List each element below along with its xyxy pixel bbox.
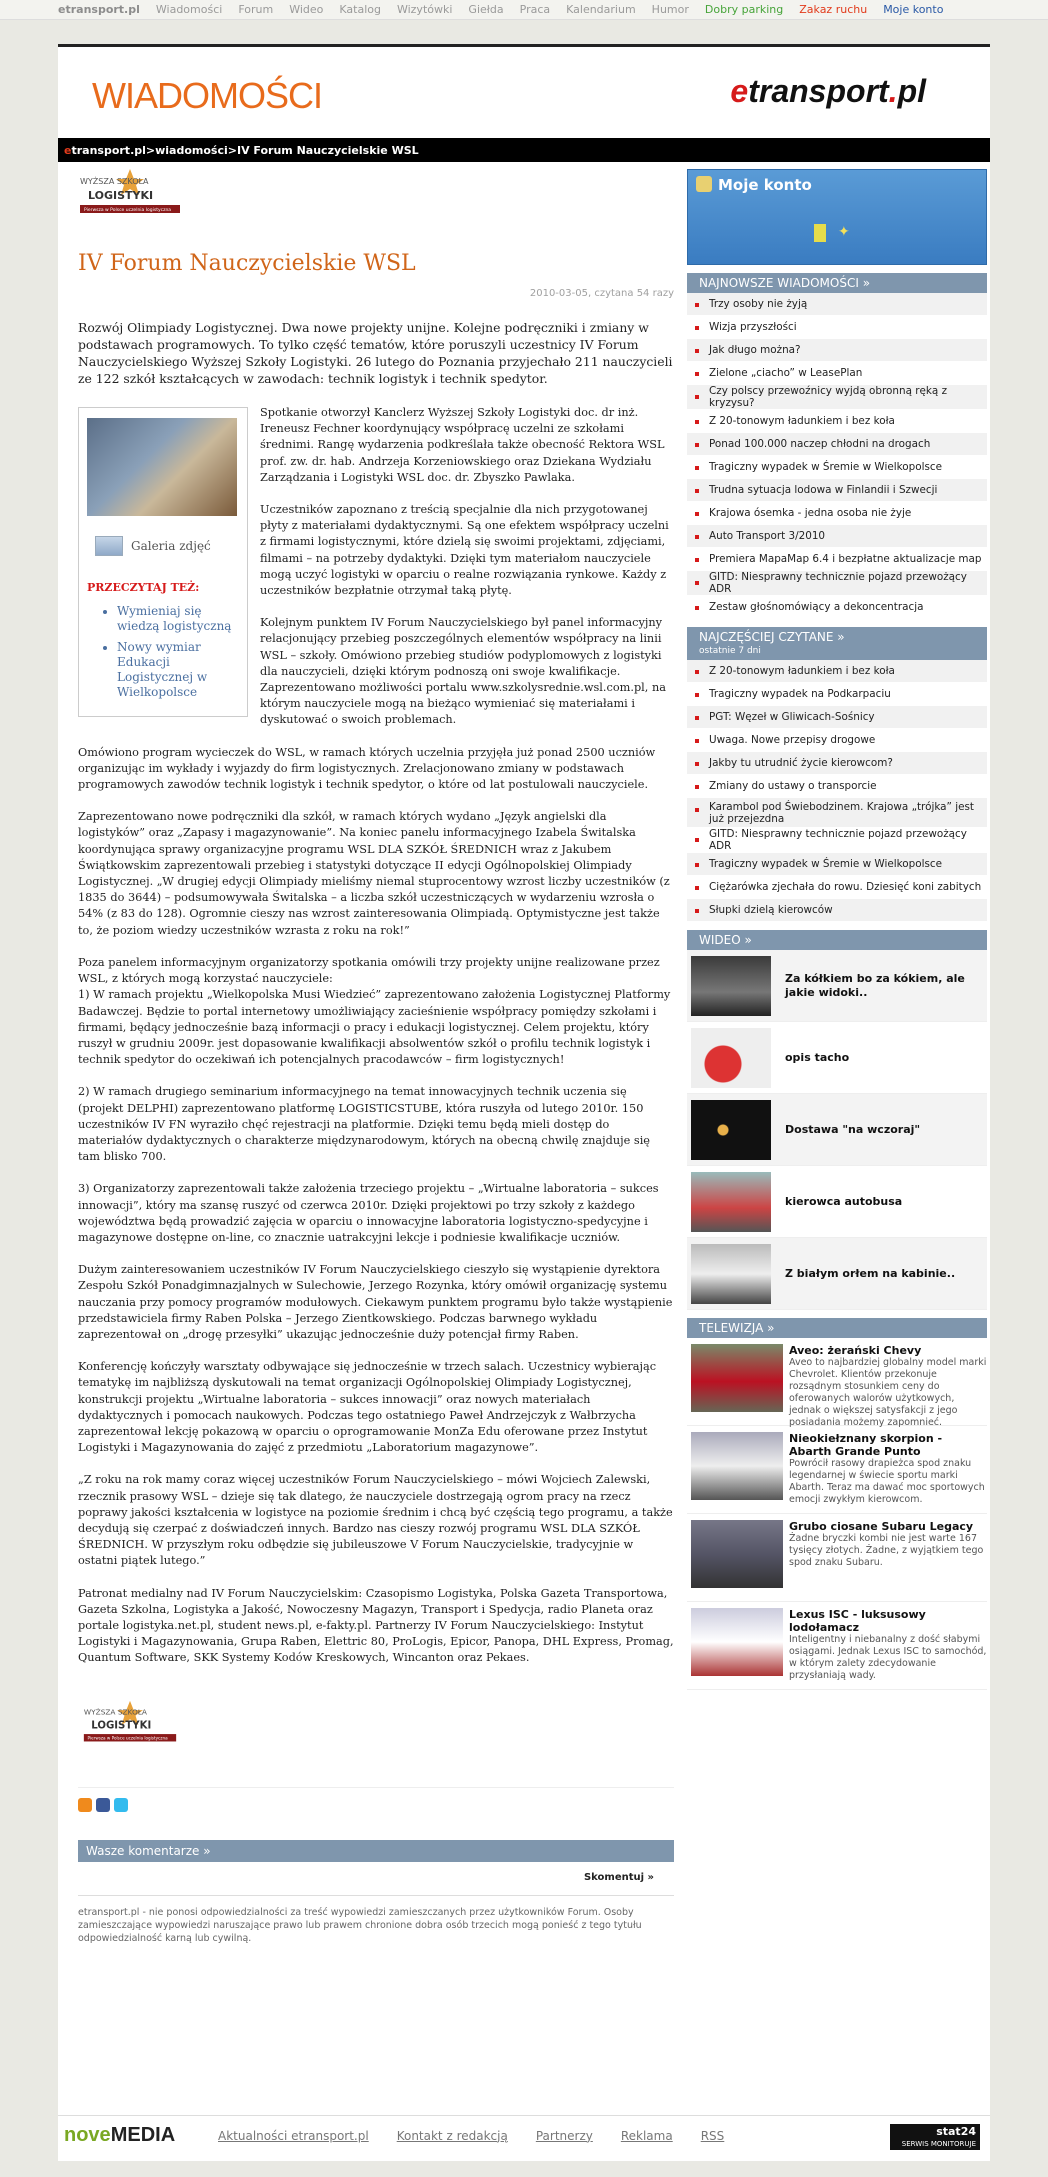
- comment-button[interactable]: Skomentuj »: [583, 1871, 654, 1883]
- sidebar: [687, 169, 987, 1690]
- svg-text:Pierwsza w Polsce uczelnia log: Pierwsza w Polsce uczelnia logistyczna: [87, 1735, 168, 1741]
- news-item[interactable]: Karambol pod Świebodzinem. Krajowa „trójka” jest już przejezdna: [687, 798, 987, 828]
- page-container: [58, 44, 990, 2161]
- news-item[interactable]: Premiera MapaMap 6.4 i bezpłatne aktualizacje map: [687, 548, 987, 571]
- latest-news-list: [687, 293, 987, 619]
- wsl-logo-footer: [78, 1699, 182, 1747]
- news-item[interactable]: Tragiczny wypadek w Śremie w Wielkopolsce: [687, 456, 987, 479]
- rss-share-icon[interactable]: [78, 1798, 92, 1812]
- nav-item-wizytowki[interactable]: Wizytówki: [396, 3, 453, 16]
- footer-link-rss[interactable]: RSS: [700, 2128, 725, 2143]
- footer-link-partnerzy[interactable]: Partnerzy: [535, 2128, 593, 2143]
- news-item[interactable]: Zielone „ciacho” w LeasePlan: [687, 362, 987, 385]
- article-photo[interactable]: [87, 418, 237, 516]
- most-read-header[interactable]: NAJCZĘŚCIEJ CZYTANE »: [687, 627, 987, 647]
- magic-wand-icon[interactable]: ✦: [838, 224, 850, 240]
- article-body: [78, 405, 674, 1667]
- share-icons: [78, 1787, 674, 1812]
- news-item[interactable]: Zmiany do ustawy o transporcie: [687, 775, 987, 798]
- news-item[interactable]: Tragiczny wypadek na Podkarpaciu: [687, 683, 987, 706]
- key-icon[interactable]: [814, 224, 826, 242]
- logo-tagline: Pierwsza w Polsce uczelnia logistyczna: [84, 208, 172, 213]
- nav-item-gielda[interactable]: Giełda: [468, 3, 504, 16]
- gallery-link[interactable]: Galeria zdjęć: [87, 536, 239, 556]
- page-footer: [58, 2115, 990, 2155]
- comments-header[interactable]: Wasze komentarze »: [78, 1840, 674, 1862]
- news-item[interactable]: Tragiczny wypadek w Śremie w Wielkopolsce: [687, 853, 987, 876]
- most-read-list: [687, 660, 987, 922]
- nav-item-wideo[interactable]: Wideo: [289, 3, 324, 16]
- read-also-link[interactable]: • Nowy wymiar Edukacji Logistycznej w Wielkopolsce: [117, 640, 239, 700]
- svg-text:LOGISTYKI: LOGISTYKI: [91, 1720, 152, 1732]
- article-title: IV Forum Nauczycielskie WSL: [78, 251, 416, 276]
- section-title: WIADOMOŚCI: [92, 75, 322, 116]
- article-paragraph: Dużym zainteresowaniem uczestników IV Forum Nauczycielskiego cieszyło się wystąpienie dyrektora Zespołu Szkół Ponadgimnazjalnych w Sulechowie, Jerzego Rozynka, który omówił organizację systemu nauczania przy pomocy programów modułowych. Ciekawym punktem programu było także wystąpienie przedstawiciela firmy Raben Polska – Jerzego Zientkowskiego. Podczas barwnego wykładu zaprezentował on „drogę przesyłki” ukazując jednocześnie duży potencjał firmy Raben.: [78, 1263, 673, 1341]
- facebook-share-icon[interactable]: [96, 1798, 110, 1812]
- my-account-title: Moje konto: [718, 176, 812, 194]
- news-item[interactable]: Zestaw głośnomówiący a dekoncentracja: [687, 596, 987, 619]
- article-paragraph: Patronat medialny nad IV Forum Nauczycielskim: Czasopismo Logistyka, Polska Gazeta Transportowa, Gazeta Szkolna, Logistyka a Jakość, Nowoczesny Magazyn, Transport i Spedycja, radio Planeta oraz portale logistyka.net.pl, student news.pl, e-fakty.pl. Partnerzy IV Forum Nauczycielskiego: Instytut Logistyki i Magazynowania, Grupa Raben, Elettric 80, ProLogis, Epicor, Panopa, DHL Express, Promag, Quantum Software, SKK Systemy Kodów Kreskowych, Wincanton oraz Pekaes.: [78, 1586, 674, 1665]
- nav-item-wiadomosci[interactable]: Wiadomości: [155, 3, 223, 16]
- nav-item-dobry-parking[interactable]: Dobry parking: [704, 3, 784, 16]
- logo-line-1: WYŻSZA SZKOŁA: [80, 177, 149, 186]
- video-list: [687, 950, 987, 1310]
- footer-link-reklama[interactable]: Reklama: [620, 2128, 673, 2143]
- news-item[interactable]: Jak długo można?: [687, 339, 987, 362]
- article-paragraph: Poza panelem informacyjnym organizatorzy spotkania omówili trzy projekty unijne realizowane przez WSL, z których mogą korzystać nauczyciele: 1) W ramach projektu „Wielkopolska Musi Wiedzieć” zaprezentowano założenia Logistycznej Platformy Badawczej. Będzie to portal internetowy umożliwiający zacieśnienie współpracy pomiędzy szkołami i firmami, będący jednocześnie bazą informacji o pracy i edukacji logistycznej. Celem projektu, który ruszył w grudniu 2009r. jest dopasowanie kwalifikacji absolwentów szkół o profilu technik logistyk i technik spedytor do oczekiwań ich potencjalnych pracodawców – firm logistycznych!: [78, 955, 671, 1067]
- disclaimer: etransport.pl - nie ponosi odpowiedzialności za treść wypowiedzi zamieszczanych przez użytkowników Forum. Osoby zamieszczające wypowiedzi naruszające prawo lub prawem chronione dobra osób trzecich mogą ponieść z tego tytułu odpowiedzialność karną lub cywilną.: [78, 1895, 674, 1945]
- novemedia-logo[interactable]: noveMEDIA: [64, 2124, 176, 2146]
- article-paragraph: Spotkanie otworzył Kanclerz Wyższej Szkoły Logistyki doc. dr inż. Ireneusz Fechner koordynujący współpracę uczelni ze szkołami średnimi. Rangę wydarzenia podkreślała także obecność Rektora WSL prof. zw. dr. hab. Andrzeja Korzeniowskiego oraz Dziekana Wydziału Zarządzania i Logistyki WSL doc. dr. Zbyszko Pawlaka.: [260, 406, 665, 484]
- header: [58, 47, 990, 138]
- news-item[interactable]: Ponad 100.000 naczep chłodni na drogach: [687, 433, 987, 456]
- news-item[interactable]: Z 20-tonowym ładunkiem i bez koła: [687, 660, 987, 683]
- brand-link[interactable]: etransport.pl: [58, 3, 140, 16]
- article-column: [78, 167, 674, 1945]
- news-item[interactable]: Auto Transport 3/2010: [687, 525, 987, 548]
- news-item[interactable]: GITD: Niesprawny technicznie pojazd przewożący ADR: [687, 828, 987, 853]
- latest-news-header[interactable]: NAJNOWSZE WIADOMOŚCI »: [687, 273, 987, 293]
- article-paragraph: Kolejnym punktem IV Forum Nauczycielskiego był panel informacyjny relacjonujący przebieg poszczególnych elementów współpracy na linii WSL – szkoły. Omówiono przebieg studiów podyplomowych z logistyki dla nauczycieli, dzięki którym podnoszą oni swoje kwalifikacje. Zaprezentowano możliwości portalu www.szkolysrednie.wsl.com.pl, na którym nauczyciele mogą na bieżąco wymieniać się materiałami i dyskutować o swoich problemach.: [260, 616, 666, 727]
- article-paragraph: „Z roku na rok mamy coraz więcej uczestników Forum Nauczycielskiego – mówi Wojciech Zalewski, rzecznik prasowy WSL – dzieje się tak dlatego, że nauczyciele dostrzegają ogrom pracy na rzecz poprawy jakości kształcenia w logistyce na poziomie średnim i chcą być częścią tego programu, a także decydują się czerpać z doświadczeń innych. Bardzo nas cieszy rozwój programu WSL DLA SZKÓŁ ŚREDNICH. W przyszłym roku odbędzie się jubileuszowe V Forum Nauczycielskie, tradycyjnie w ostatni piątek lutego.”: [78, 1473, 673, 1568]
- news-item[interactable]: Trudna sytuacja lodowa w Finlandii i Szwecji: [687, 479, 987, 502]
- news-item[interactable]: Z 20-tonowym ładunkiem i bez koła: [687, 410, 987, 433]
- news-item[interactable]: Krajowa ósemka - jedna osoba nie żyje: [687, 502, 987, 525]
- nav-item-forum[interactable]: Forum: [238, 3, 274, 16]
- article-paragraph: 3) Organizatorzy zaprezentowali także założenia trzeciego projektu – „Wirtualne laboratoria – sukces innowacji”, który ma szansę ruszyć od czerwca 2010r. Dzięki projektowi po trzy szkoły z każdego województwa będą prowadzić zajęcia w oparciu o innowacyjne laboratoria logistyczno-spedycyjne i magazynowe dostępne on-line, co znacznie uatrakcyjni lekcje i podniesie kwalifikacje uczniów.: [78, 1182, 659, 1244]
- article-paragraph: 2) W ramach drugiego seminarium informacyjnego na temat innowacyjnych technik uczenia się (projekt DELPHI) zaprezentowano platformę LOGISTICSTUBE, która ruszyła od lutego 2010r. 150 uczestników IV FN wyraziło chęć rejestracji na platformie. Dzięki temu będą mieli dostęp do materiałów dydaktycznych o charakterze międzynarodowym, których na obecną chwilę znajduje się tam blisko 700.: [78, 1085, 650, 1164]
- article-paragraph: Uczestników zapoznano z treścią specjalnie dla nich przygotowanej płyty z materiałami dydaktycznymi. Są one efektem współpracy uczelni z firmami logistycznymi, które dzielą się swoimi projektami, zdjęciami, filmami – na potrzeby dydaktyki. Dzięki tym materiałom nauczyciele mogą uczyć logistyki w oparciu o realne rozwiązania rynkowe. Każdy z uczestników bezpłatnie otrzymał taką płytę.: [260, 503, 669, 598]
- my-account-box[interactable]: [687, 169, 987, 265]
- article-meta: 2010-03-05, czytana 54 razy: [529, 288, 674, 299]
- video-header[interactable]: WIDEO »: [687, 930, 987, 950]
- nav-item-zakaz-ruchu[interactable]: Zakaz ruchu: [799, 3, 868, 16]
- video-item[interactable]: Dostawa "na wczoraj": [687, 1094, 987, 1166]
- tv-list: [687, 1338, 987, 1690]
- news-item[interactable]: Trzy osoby nie żyją: [687, 293, 987, 316]
- video-item[interactable]: Z białym orłem na kabinie..: [687, 1238, 987, 1310]
- article-paragraph: Omówiono program wycieczek do WSL, w ramach których uczelnia przyjęła już ponad 2500 uczniów organizując im wykłady i wyjazdy do firm logistycznych. Zrelacjonowano zmiany w podstawach programowych zawodów technik logistyk i technik spedytor, o które od lat postulowali nauczyciele.: [78, 745, 656, 792]
- nav-item-katalog[interactable]: Katalog: [339, 3, 381, 16]
- read-also-link[interactable]: • Wymieniaj się wiedzą logistyczną: [117, 604, 239, 634]
- video-item[interactable]: kierowca autobusa: [687, 1166, 987, 1238]
- news-item[interactable]: Ciężarówka zjechała do rowu. Dziesięć koni zabitych: [687, 876, 987, 899]
- read-also-heading: PRZECZYTAJ TEŻ:: [87, 581, 200, 594]
- nav-item-kalendarium[interactable]: Kalendarium: [566, 3, 636, 16]
- news-item[interactable]: Wizja przyszłości: [687, 316, 987, 339]
- nav-item-moje-konto[interactable]: Moje konto: [883, 3, 944, 16]
- news-item[interactable]: Uwaga. Nowe przepisy drogowe: [687, 729, 987, 752]
- breadcrumb: etransport.pl > wiadomości > IV Forum Nauczycielskie WSL: [58, 138, 990, 162]
- breadcrumb-current: IV Forum Nauczycielskie WSL: [236, 143, 419, 157]
- news-item[interactable]: Jakby tu utrudnić życie kierowcom?: [687, 752, 987, 775]
- tv-header[interactable]: TELEWIZJA »: [687, 1318, 987, 1338]
- svg-text:WYŻSZA SZKOŁA: WYŻSZA SZKOŁA: [83, 1707, 147, 1717]
- article-paragraph: Zaprezentowano nowe podręczniki dla szkół, w ramach których wydano „Język angielski dla logistyków” oraz „Zapasy i magazynowanie”. Na koniec panelu informacyjnego Izabela Świtalska koordynująca sprawy organizacyjne programu WSL DLA SZKÓŁ ŚREDNICH wraz z Jakubem Świątkowskim zaprezentowali przebieg i statystyki dotyczące II edycji Ogólnopolskiej Olimpiady Logistycznej. „W drugiej edycji Olimpiady mieliśmy niemal stuprocentowy wzrost liczby uczestników (z 1835 do 3644) – podsumowywała Świtalska – a liczba szkół uczestniczących w wydarzeniu wzrosła o 54% (z 83 do 128). Ogromnie cieszy nas wzrost zainteresowania Olimpiadą. Optymistyczne jest także to, że poziom wiedzy uczestników wzrasta z roku na rok!”: [78, 810, 670, 937]
- video-item[interactable]: opis tacho: [687, 1022, 987, 1094]
- article-sidebox: [78, 407, 248, 717]
- read-also-list: [87, 604, 239, 700]
- twitter-share-icon[interactable]: [114, 1798, 128, 1812]
- article-lead: Rozwój Olimpiady Logistycznej. Dwa nowe projekty unijne. Kolejne podręczniki i zmiany w podstawach programowych. To tylko część tematów, które poruszyli uczestnicy IV Forum Nauczycielskiego Wyższej Szkoły Logistyki. 26 lutego do Poznania przyjechało 211 nauczycieli ze 122 szkół kształcących w zawodach: technik logistyk i technik spedytor.: [78, 320, 673, 386]
- nav-item-humor[interactable]: Humor: [651, 3, 689, 16]
- most-read-subtitle: ostatnie 7 dni: [687, 646, 987, 660]
- article-paragraph: Konferencję kończyły warsztaty odbywające się jednocześnie w trzech salach. Uczestnicy wybierając tematykę im najbliższą dyskutowali na temat organizacji Ogólnopolskiej Olimpiady Logistycznej, konstrukcji projektu „Wirtualne laboratoria – sukces innowacji” oraz nowych materiałach dydaktycznych i pomocach naukowych. Podczas tego ostatniego Paweł Andrzejczyk z Wałbrzycha zaprezentował lekcję pokazową w oparciu o oprogramowanie MonZa Edu oferowane przez Instytut Logistyki i Magazynowania do zajęć z przedmiotu „Laboratorium magazynowe”.: [78, 1360, 657, 1455]
- video-item[interactable]: Za kółkiem bo za kókiem, ale jakie widoki..: [687, 950, 987, 1022]
- lock-icon: [696, 176, 712, 192]
- wsl-logo: [78, 167, 182, 219]
- footer-link-aktualnosci[interactable]: Aktualności etransport.pl: [218, 2128, 369, 2143]
- footer-link-kontakt[interactable]: Kontakt z redakcją: [396, 2128, 508, 2143]
- site-logo[interactable]: etransport.pl: [730, 73, 926, 109]
- tv-item[interactable]: Lexus ISC - luksusowy lodołamacz Inteligentny i niebanalny z dość słabymi osiągami. Jednak Lexus ISC to samochód, w którym zalety zdecydowanie przysłaniają wady.: [687, 1602, 987, 1690]
- tv-item[interactable]: Grubo ciosane Subaru Legacy Żadne bryczki kombi nie jest warte 167 tysięcy złotych. Żadne, z wyjątkiem tego spod znaku Subaru.: [687, 1514, 987, 1602]
- news-item[interactable]: PGT: Węzeł w Gliwicach-Sośnicy: [687, 706, 987, 729]
- top-navigation: [0, 0, 1048, 20]
- news-item[interactable]: Słupki dzielą kierowców: [687, 899, 987, 922]
- logo-line-2: LOGISTYKI: [88, 189, 154, 202]
- tv-item[interactable]: Nieokiełznany skorpion - Abarth Grande Punto Powrócił rasowy drapieżca spod znaku legendarnej w świecie sportu marki Abarth. Teraz ma dawać moc sportowych emocji zwykłym kierowcom.: [687, 1426, 987, 1514]
- breadcrumb-home[interactable]: etransport.pl: [64, 143, 146, 157]
- breadcrumb-wiadomosci[interactable]: wiadomości: [155, 143, 228, 157]
- stat24-badge[interactable]: stat24 SERWIS MONITORUJE: [890, 2124, 980, 2150]
- news-item[interactable]: Czy polscy przewoźnicy wyjdą obronną ręką z kryzysu?: [687, 385, 987, 410]
- tv-item[interactable]: Aveo: żerański Chevy Aveo to najbardziej globalny model marki Chevrolet. Klientów przekonuje rozsądnym stosunkiem ceny do oferowanych walorów użytkowych, jednak o większej satysfakcji z jego posiadania możemy zapomnieć.: [687, 1338, 987, 1426]
- news-item[interactable]: GITD: Niesprawny technicznie pojazd przewożący ADR: [687, 571, 987, 596]
- nav-item-praca[interactable]: Praca: [519, 3, 551, 16]
- gallery-icon: [95, 536, 123, 556]
